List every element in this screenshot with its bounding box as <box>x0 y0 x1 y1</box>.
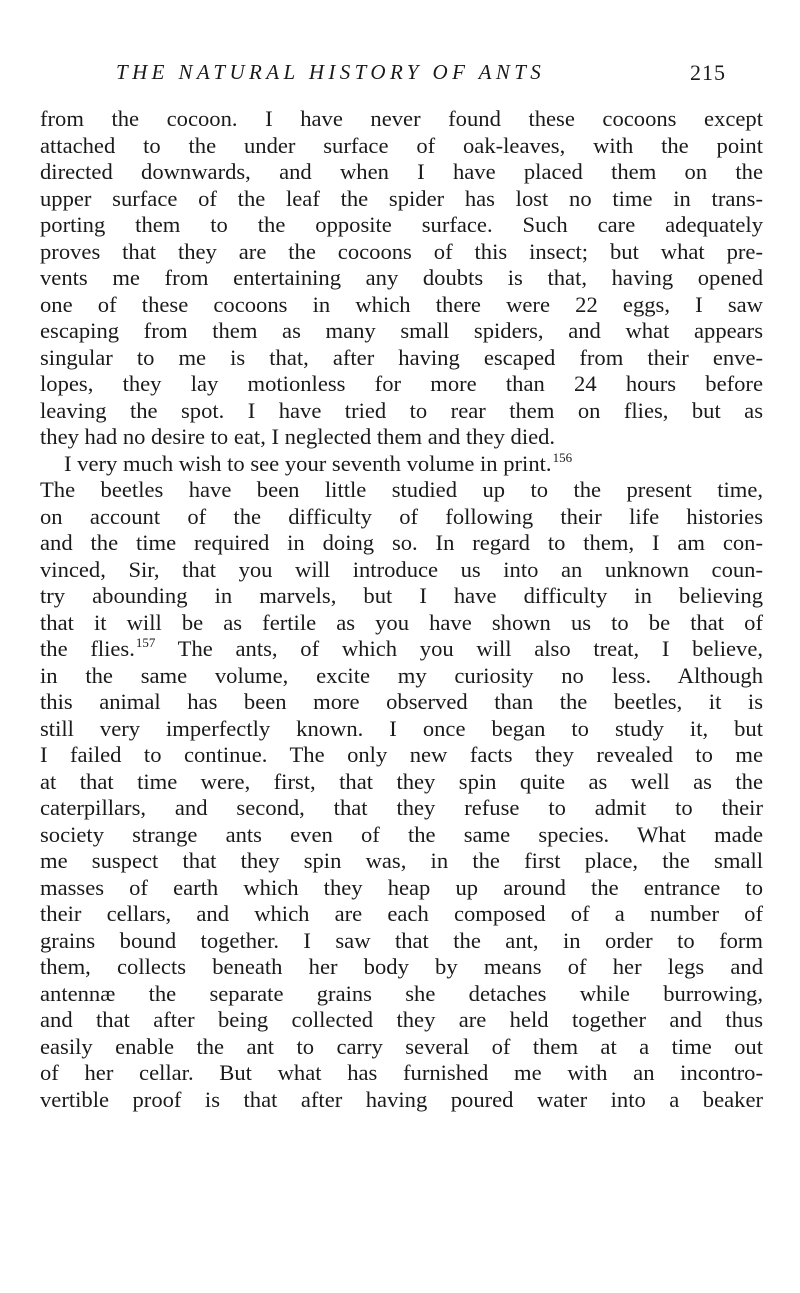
page-number: 215 <box>690 60 726 85</box>
footnote-marker: 157 <box>135 635 156 651</box>
text-line: and the time required in doing so. In regard to them, I am con- <box>40 530 763 555</box>
text-line: society strange ants even of the same species. What made <box>40 821 763 847</box>
text-line: vertible proof is that after having poured water into a beaker <box>40 1086 763 1112</box>
text-line: attached to the under surface of oak-leaves, with the point <box>40 132 763 158</box>
text-line: masses of earth which they heap up around the entrance to <box>40 874 763 900</box>
text-line: proves that they are the cocoons of this insect; but what pre- <box>40 238 763 264</box>
text-line: them, collects beneath her body by means of her legs and <box>40 954 763 979</box>
text-line: me suspect that they spin was, in the first place, the small <box>40 848 763 873</box>
text-line-with-footnote <box>40 451 763 478</box>
text-line-with-footnote <box>40 636 763 663</box>
text-line: their cellars, and which are each composed of a number of <box>40 901 763 926</box>
text-line: antennæ the separate grains she detaches while burrowing, <box>40 980 763 1006</box>
text-line: on account of the difficulty of following their life histories <box>40 503 763 529</box>
paragraph-1 <box>40 106 763 451</box>
text-line: vents me from entertaining any doubts is that, having opened <box>40 265 763 290</box>
text-line: The beetles have been little studied up to the present time, <box>40 477 763 502</box>
text-line: they had no desire to eat, I neglected them and they died. <box>40 424 556 449</box>
text-line: escaping from them as many small spiders, and what appears <box>40 318 763 343</box>
text-line: that it will be as fertile as you have shown us to be that of <box>40 609 763 635</box>
text-line: still very imperfectly known. I once began to study it, but <box>40 715 763 741</box>
text-line: porting them to the opposite surface. Such care adequately <box>40 212 763 237</box>
text-line: in the same volume, excite my curiosity no less. Although <box>40 662 763 688</box>
text-line: at that time were, first, that they spin quite as well as the <box>40 768 763 794</box>
text-line: grains bound together. I saw that the ant, in order to form <box>40 927 763 953</box>
text-line: from the cocoon. I have never found these cocoons except <box>40 106 763 131</box>
text-line: lopes, they lay motionless for more than 24 hours before <box>40 371 763 396</box>
text-line: and that after being collected they are held together and thus <box>40 1007 763 1032</box>
text-line: I failed to continue. The only new facts they revealed to me <box>40 742 763 767</box>
running-head <box>116 60 726 94</box>
text-line: caterpillars, and second, that they refuse to admit to their <box>40 795 763 820</box>
text-line: of her cellar. But what has furnished me with an incontro- <box>40 1060 763 1085</box>
text-line: try abounding in marvels, but I have difficulty in believing <box>40 583 763 608</box>
text-line: directed downwards, and when I have placed them on the <box>40 159 763 184</box>
text-line: singular to me is that, after having escaped from their enve- <box>40 344 763 370</box>
running-title: THE NATURAL HISTORY OF ANTS <box>116 60 546 84</box>
text-line: one of these cocoons in which there were 22 eggs, I saw <box>40 291 763 317</box>
footnote-marker: 156 <box>552 449 573 465</box>
text-run: The ants, of which you will also treat, I believe, <box>155 636 763 661</box>
text-line: this animal has been more observed than the beetles, it is <box>40 689 763 714</box>
text-run: I very much wish to see your seventh volume in print. <box>64 450 552 476</box>
text-line: upper surface of the leaf the spider has lost no time in trans- <box>40 185 763 211</box>
text-run: the flies. <box>40 636 135 661</box>
body-text <box>40 106 763 1113</box>
text-line: vinced, Sir, that you will introduce us into an unknown coun- <box>40 556 763 582</box>
text-line: leaving the spot. I have tried to rear them on flies, but as <box>40 397 763 423</box>
paragraph-2 <box>40 451 763 1114</box>
text-line: easily enable the ant to carry several of them at a time out <box>40 1033 763 1059</box>
